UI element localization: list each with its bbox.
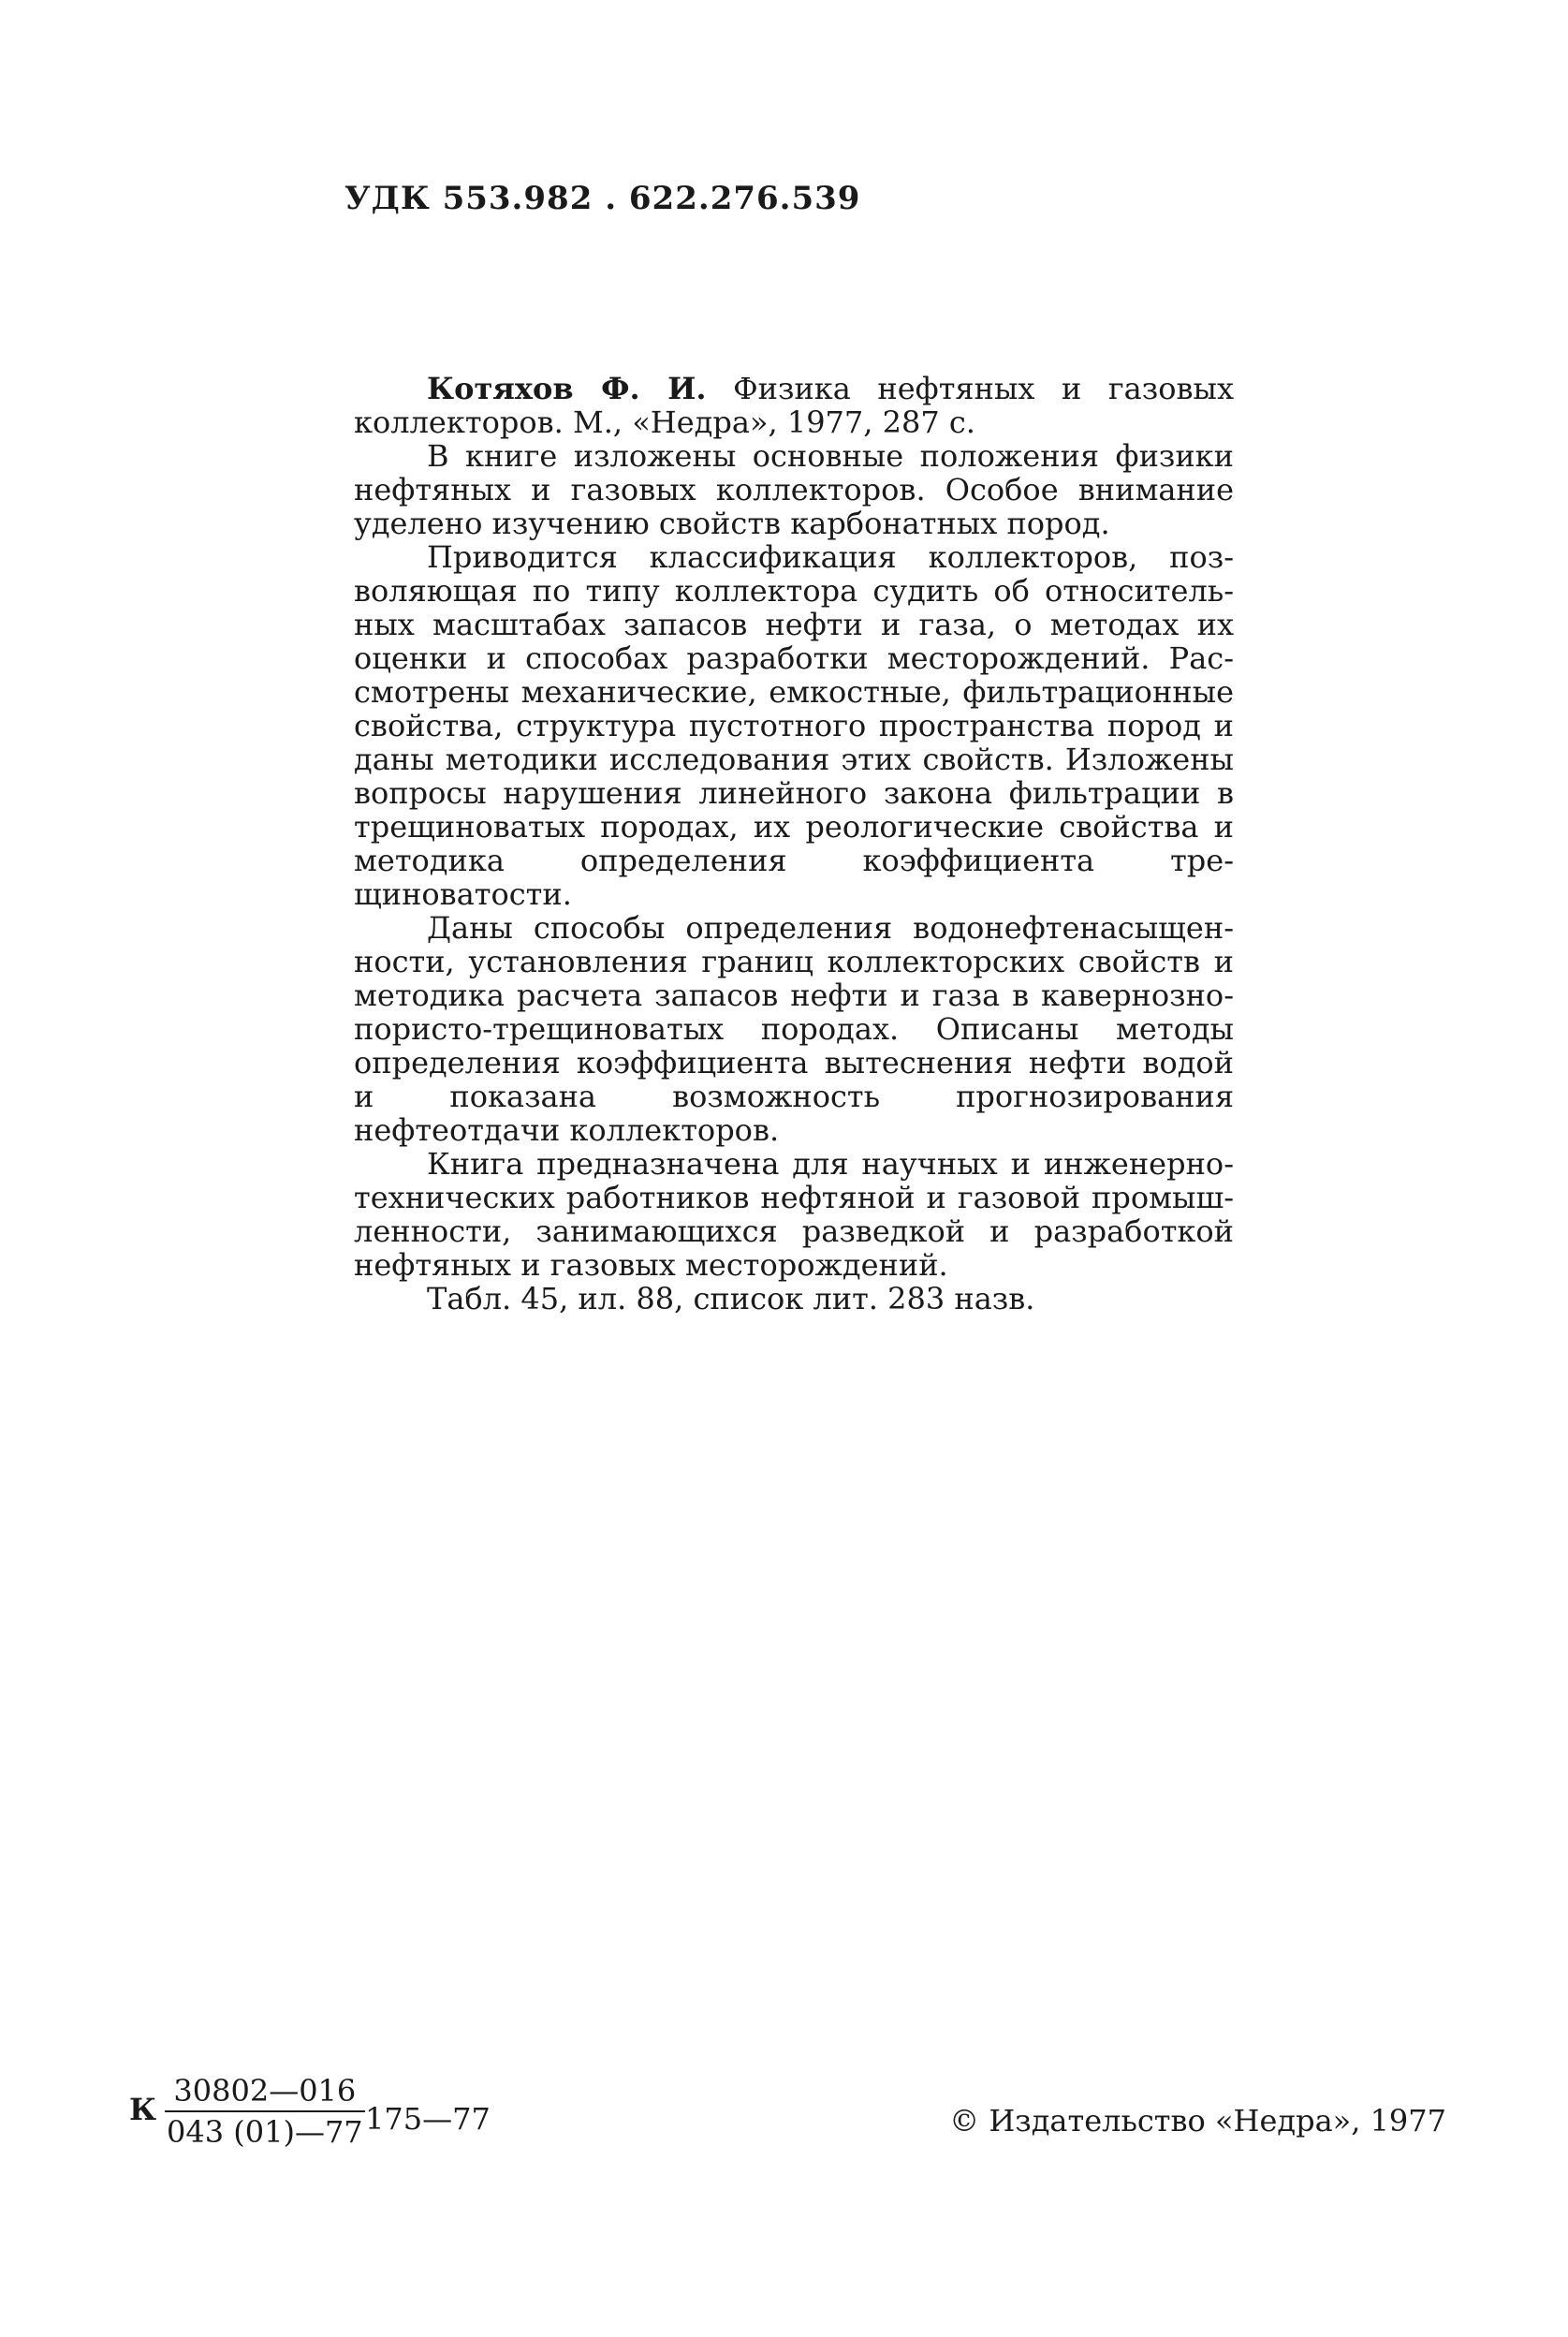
citation-text: Физика нефтяных и газовых коллекторов. М., «Недра», 1977, 287 с. — [354, 371, 1235, 440]
abstract-paragraph: Даны способы определения водонефтенасыщенности, установления границ коллекторских свойств и методика расчета запасов нефти и газа в кавернозно-пористо-трещиноватых породах. Описаны методы определения коэффициента вытеснения нефти водой и показана возможность прогнозирования нефтеотдачи коллекторов. — [354, 910, 1234, 1148]
udk-code: УДК 553.982 . 622.276.539 — [344, 180, 861, 217]
abstract-summary: Табл. 45, ил. 88, список лит. 283 назв. — [427, 1281, 1035, 1316]
abstract-paragraph: Приводится классификация коллекторов, позволяющая по типу коллектора судить об относительных масштабах запасов нефти и газа, о методах их оценки и способах разработки месторождений. Рассмотрены механические, емкостные, фильтрационные свойства, структура пустотного пространства пород и даны методики исследования этих свойств. Изложены вопросы нарушения линейного закона фильтрации в трещиноватых породах, их реологические свойства и методика определения коэффициента трещиноватости. — [354, 539, 1234, 912]
author-name: Котяхов Ф. И. — [427, 371, 707, 406]
abstract — [354, 372, 1234, 1315]
classification-index — [122, 2073, 646, 2167]
copyright-notice: © Издательство «Недра», 1977 — [949, 2103, 1446, 2139]
classification-prefix: К — [129, 2092, 157, 2127]
classification-fraction — [165, 2073, 365, 2150]
classification-denominator: 043 (01)—77 — [165, 2110, 365, 2150]
classification-numerator: 30802—016 — [173, 2073, 357, 2109]
abstract-paragraph: В книге изложены основные положения физики нефтяных и газовых коллекторов. Особое внимание уделено изучению свойств карбонатных пород. — [354, 438, 1234, 541]
abstract-paragraph: Книга предназначена для научных и инженерно-технических работников нефтяной и газовой промышленности, занимающихся разведкой и разработкой нефтяных и газовых месторождений. — [354, 1146, 1234, 1283]
citation — [354, 372, 1234, 439]
classification-suffix: 175—77 — [365, 2101, 491, 2137]
